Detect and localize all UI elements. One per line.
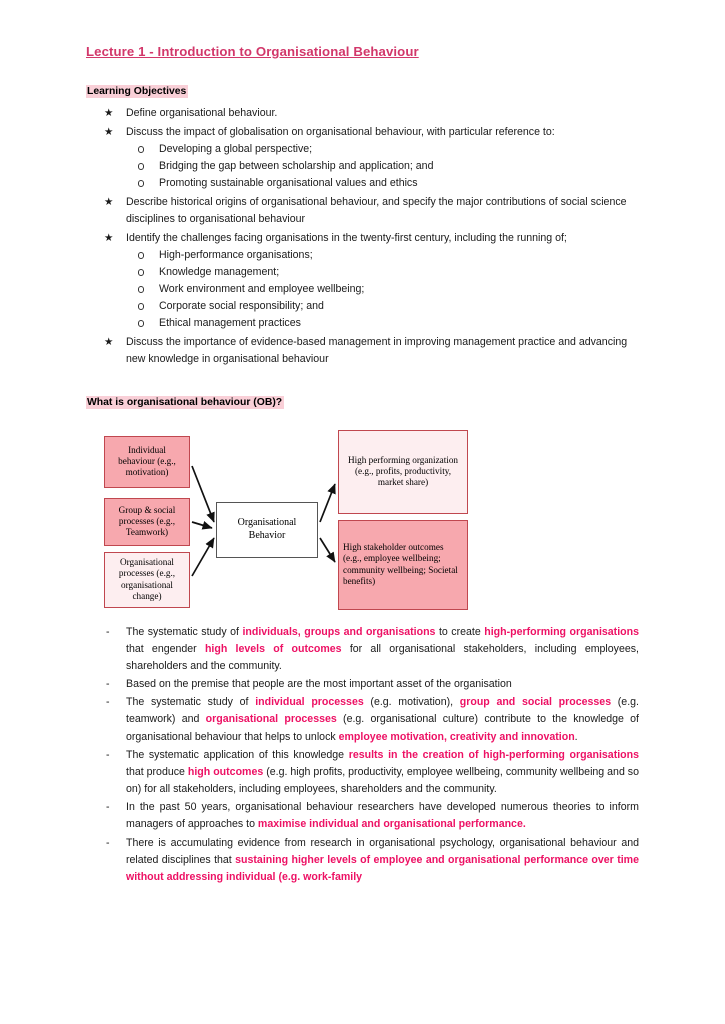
- diagram-box-individual-behaviour: Individual behaviour (e.g., motivation): [104, 436, 190, 488]
- list-item: [126, 175, 639, 192]
- ob-point-text: Based on the premise that people are the most important asset of the organisation: [126, 678, 512, 691]
- dash-bullet-icon: -: [106, 625, 110, 638]
- ob-point-text: There is accumulating evidence from research in organisational psychology, organisational behaviour and related disciplines that sustaining higher levels of employee and organisational performance over time without addressing individual (e.g. work-family: [126, 836, 639, 883]
- sub-objective-text: Promoting sustainable organisational values and ethics: [159, 177, 418, 190]
- ob-diagram: [86, 426, 639, 616]
- ob-point-text: The systematic application of this knowledge results in the creation of high-performing organisations that produce high outcomes (e.g. high profits, productivity, employee wellbeing, community wellbeing and so on) for all stakeholders, including employees, shareholders and the community.: [126, 748, 640, 796]
- star-bullet-icon: ★: [104, 125, 114, 138]
- star-bullet-icon: ★: [104, 231, 114, 244]
- document-content: [86, 44, 639, 887]
- ob-points-list: [86, 624, 639, 886]
- list-item: [86, 676, 639, 693]
- list-item: [86, 624, 639, 675]
- objective-text: Identify the challenges facing organisations in the twenty-first century, including the running of;: [126, 231, 567, 244]
- circle-bullet-icon: [138, 303, 144, 309]
- list-item: [86, 835, 639, 886]
- list-item: [126, 141, 639, 158]
- ob-point-text: In the past 50 years, organisational behaviour researchers have developed numerous theories to inform managers of approaches to maximise individual and organisational performance.: [126, 801, 639, 831]
- objective-sublist: [126, 141, 639, 192]
- circle-bullet-icon: [138, 286, 144, 292]
- dash-bullet-icon: -: [106, 748, 110, 761]
- diagram-box-group-social-processes: Group & social processes (e.g., Teamwork): [104, 498, 190, 546]
- objective-text: Discuss the importance of evidence-based management in improving management practice and advancing new knowledge in organisational behaviour: [126, 336, 628, 365]
- what-is-ob-heading: What is organisational behaviour (OB)?: [87, 396, 283, 408]
- sub-objective-text: Developing a global perspective;: [159, 143, 313, 156]
- page-title: Lecture 1 - Introduction to Organisational Behaviour: [86, 44, 419, 59]
- diagram-box-high-stakeholder-outcomes: High stakeholder outcomes (e.g., employee wellbeing; community wellbeing; Societal benefits): [338, 520, 468, 610]
- circle-bullet-icon: [138, 180, 144, 186]
- star-bullet-icon: ★: [104, 336, 114, 349]
- objective-text: Discuss the impact of globalisation on organisational behaviour, with particular reference to:: [126, 125, 555, 138]
- objective-text: Describe historical origins of organisational behaviour, and specify the major contributions of social science disciplines to organisational behaviour: [126, 196, 627, 226]
- diagram-box-high-performing-organization: High performing organization (e.g., profits, productivity, market share): [338, 430, 468, 514]
- list-item: [86, 799, 639, 833]
- sub-objective-text: High-performance organisations;: [159, 249, 313, 262]
- list-item: [86, 124, 639, 193]
- list-item: [126, 298, 639, 315]
- dash-bullet-icon: -: [106, 836, 110, 849]
- star-bullet-icon: ★: [104, 196, 114, 209]
- dash-bullet-icon: -: [106, 696, 110, 709]
- objective-text: Define organisational behaviour.: [126, 107, 278, 119]
- list-item: [86, 334, 639, 367]
- sub-objective-text: Bridging the gap between scholarship and application; and: [159, 160, 434, 173]
- dash-bullet-icon: -: [106, 678, 110, 691]
- circle-bullet-icon: [138, 320, 144, 326]
- sub-objective-text: Ethical management practices: [159, 317, 301, 330]
- circle-bullet-icon: [138, 163, 144, 169]
- list-item: [126, 264, 639, 281]
- circle-bullet-icon: [138, 146, 144, 152]
- list-item: [126, 247, 639, 264]
- learning-objectives-heading: Learning Objectives: [87, 86, 187, 97]
- list-item: [86, 105, 639, 122]
- ob-point-text: The systematic study of individuals, groups and organisations to create high-performing organisations that engender high levels of outcomes for all organisational stakeholders, including employees, shareholders and the community.: [126, 625, 639, 672]
- sub-objective-text: Knowledge management;: [159, 266, 280, 279]
- diagram-box-organisational-processes: Organisational processes (e.g., organisational change): [104, 552, 190, 608]
- objective-sublist: [126, 247, 639, 332]
- dash-bullet-icon: -: [106, 801, 110, 814]
- diagram-box-organisational-behavior: Organisational Behavior: [216, 502, 318, 558]
- sub-objective-text: Corporate social responsibility; and: [159, 300, 324, 313]
- circle-bullet-icon: [138, 269, 144, 275]
- list-item: [126, 315, 639, 332]
- ob-point-text: The systematic study of individual processes (e.g. motivation), group and social processes (e.g. teamwork) and organisational processes (e.g. organisational culture) contribute to the knowledge of organisational behaviour that helps to unlock employee motivation, creativity and innovation.: [126, 696, 639, 743]
- list-item: [126, 281, 639, 298]
- list-item: [126, 158, 639, 175]
- circle-bullet-icon: [138, 252, 144, 258]
- learning-objectives-list: [86, 105, 639, 368]
- star-bullet-icon: ★: [104, 107, 114, 119]
- list-item: [86, 694, 639, 745]
- list-item: [86, 230, 639, 332]
- sub-objective-text: Work environment and employee wellbeing;: [159, 283, 365, 296]
- list-item: [86, 194, 639, 227]
- list-item: [86, 747, 639, 798]
